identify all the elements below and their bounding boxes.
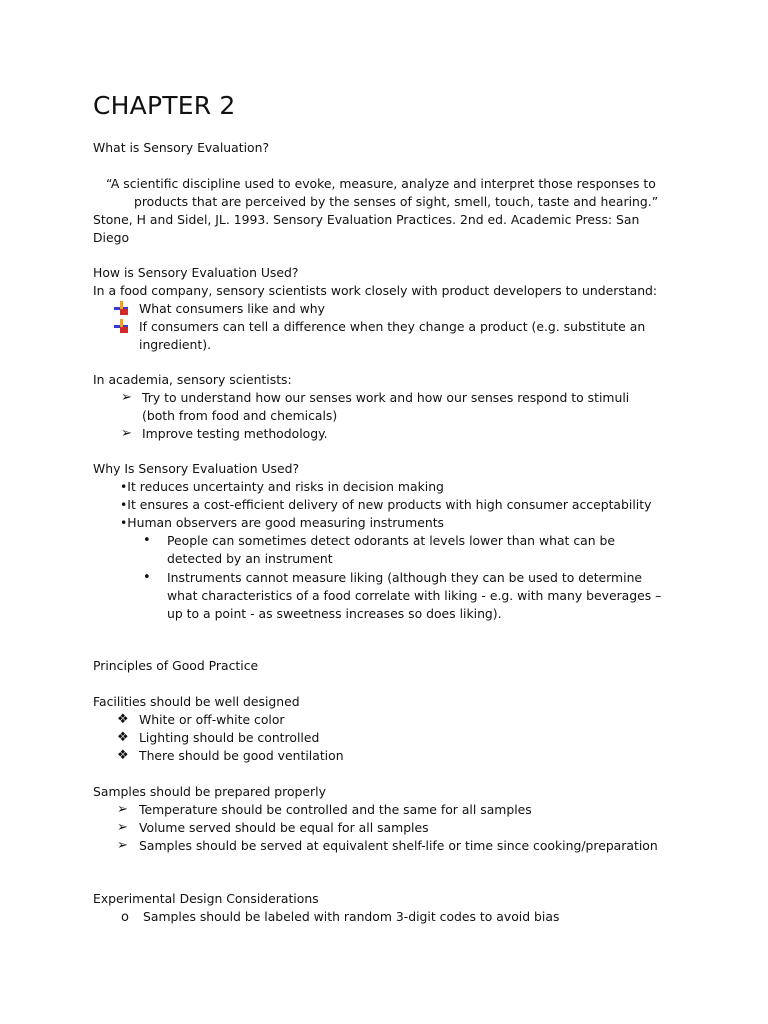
list-item: If consumers can tell a difference when they change a product (e.g. substitute an bbox=[139, 319, 646, 334]
dot-bullet-icon: • bbox=[143, 533, 151, 548]
list-item: •Human observers are good measuring instruments bbox=[120, 515, 445, 530]
list-item-continuation: what characteristics of a food correlate with liking - e.g. with many beverages – bbox=[167, 588, 662, 603]
dot-bullet-icon: • bbox=[143, 570, 151, 585]
list-item: •It ensures a cost-efficient delivery of new products with high consumer acceptability bbox=[120, 497, 652, 512]
food-company-intro: In a food company, sensory scientists work closely with product developers to understand: bbox=[93, 283, 658, 298]
list-item: •It reduces uncertainty and risks in decision making bbox=[120, 479, 444, 494]
colorful-square-bullet-icon bbox=[114, 301, 128, 315]
design-heading: Experimental Design Considerations bbox=[93, 891, 319, 906]
list-item: People can sometimes detect odorants at levels lower than what can be bbox=[167, 533, 616, 548]
quote-line-1: “A scientific discipline used to evoke, measure, analyze and interpret those responses to bbox=[106, 176, 656, 191]
list-item: Samples should be served at equivalent shelf-life or time since cooking/preparation bbox=[139, 838, 658, 853]
facilities-heading: Facilities should be well designed bbox=[93, 694, 300, 709]
how-heading: How is Sensory Evaluation Used? bbox=[93, 265, 299, 280]
citation-line-1: Stone, H and Sidel, JL. 1993. Sensory Evaluation Practices. 2nd ed. Academic Press: San bbox=[93, 212, 640, 227]
list-item-continuation: ingredient). bbox=[139, 337, 212, 352]
diamond-bullet-icon: ❖ bbox=[117, 730, 129, 745]
list-item: Lighting should be controlled bbox=[139, 730, 320, 745]
arrow-bullet-icon: ➢ bbox=[121, 426, 132, 441]
list-item: Samples should be labeled with random 3-digit codes to avoid bias bbox=[143, 909, 560, 924]
chapter-title: CHAPTER 2 bbox=[93, 91, 236, 120]
diamond-bullet-icon: ❖ bbox=[117, 748, 129, 763]
list-item: What consumers like and why bbox=[139, 301, 325, 316]
list-item: White or off-white color bbox=[139, 712, 285, 727]
samples-heading: Samples should be prepared properly bbox=[93, 784, 326, 799]
list-item-continuation: detected by an instrument bbox=[167, 551, 333, 566]
diamond-bullet-icon: ❖ bbox=[117, 712, 129, 727]
why-heading: Why Is Sensory Evaluation Used? bbox=[93, 461, 300, 476]
list-item-continuation: up to a point - as sweetness increases so does liking). bbox=[167, 606, 502, 621]
quote-line-2: products that are perceived by the senses of sight, smell, touch, taste and hearing.” bbox=[134, 194, 659, 209]
list-item: There should be good ventilation bbox=[139, 748, 344, 763]
arrow-bullet-icon: ➢ bbox=[117, 838, 128, 853]
list-item: Volume served should be equal for all samples bbox=[139, 820, 429, 835]
list-item: Improve testing methodology. bbox=[142, 426, 328, 441]
arrow-bullet-icon: ➢ bbox=[121, 390, 132, 405]
list-item: Instruments cannot measure liking (although they can be used to determine bbox=[167, 570, 643, 585]
list-item-continuation: (both from food and chemicals) bbox=[142, 408, 338, 423]
list-item: Temperature should be controlled and the same for all samples bbox=[139, 802, 532, 817]
citation-line-2: Diego bbox=[93, 230, 130, 245]
academia-intro: In academia, sensory scientists: bbox=[93, 372, 292, 387]
colorful-square-bullet-icon bbox=[114, 319, 128, 333]
principles-heading: Principles of Good Practice bbox=[93, 658, 259, 673]
what-heading: What is Sensory Evaluation? bbox=[93, 140, 270, 155]
list-item: Try to understand how our senses work and how our senses respond to stimuli bbox=[142, 390, 630, 405]
circle-bullet-icon: o bbox=[121, 910, 129, 925]
arrow-bullet-icon: ➢ bbox=[117, 820, 128, 835]
arrow-bullet-icon: ➢ bbox=[117, 802, 128, 817]
